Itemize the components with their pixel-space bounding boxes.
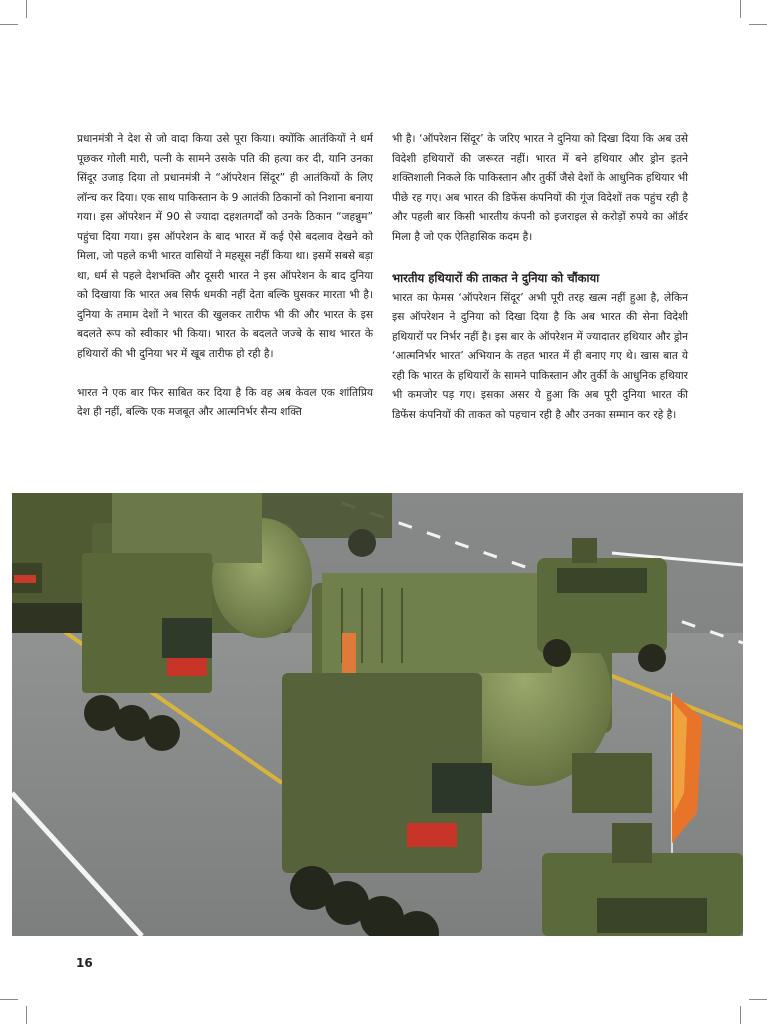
crop-mark-bottom-right-v — [740, 1006, 741, 1024]
paragraph-spacer — [77, 364, 373, 384]
article-paragraph: भारत ने एक बार फिर साबित कर दिया है कि वह अब केवल एक शांतिप्रिय देश ही नहीं, बल्कि एक मजबूत और आत्मनिर्भर सैन्य शक्ति — [77, 386, 373, 418]
armored-jeep-right — [537, 538, 667, 672]
crop-mark-top-right-v — [740, 0, 741, 18]
missile-parade-photo — [12, 493, 743, 936]
paragraph-spacer — [392, 247, 688, 267]
crop-mark-bottom-left-h — [0, 999, 18, 1000]
missile-parade-illustration — [12, 493, 743, 936]
crop-mark-bottom-right-h — [749, 999, 767, 1000]
article-paragraph: प्रधानमंत्री ने देश से जो वादा किया उसे पूरा किया। क्योंकि आतंकियों ने धर्म पूछकर गोली मारी, पत्नी के सामने उसके पति की हत्या कर दी, यानि उनका सिंदूर उजाड़ दिया तो प्रधानमंत्री ने “ऑपरेशन सिंदूर” ही आतंकियों के लिए लॉन्च कर दिया। एक साथ पाकिस्तान के 9 आतंकी ठिकानों को निशाना बनाया गया। इस ऑपरेशन में 90 से ज्यादा दहशतगर्दों को उनके ठिकान “जहन्नुम” पहुंचा दिया गया। इस ऑपरेशन के बाद भारत में कई ऐसे बदलाव देखने को मिला, जो पहले कभी भारत वासियों ने महसूस नहीं किया था। इसमें सबसे बड़ा था, धर्म से पहले देशभक्ति और दूसरी भारत ने इस ऑपरेशन के बाद दुनिया को दिखाया कि भारत अब सिर्फ धमकी नहीं देता बल्कि घुसकर मारता भी है। दुनिया के तमाम देशों ने भारत की खुलकर तारीफ भी की और भारत के इस बदलते रूप को स्वीकार भी किया। भारत के बदलते जज्बे के साथ भारत के हथियारों की भी दुनिया भर में खूब तारीफ हो रही है। — [77, 133, 373, 360]
crop-mark-top-right-h — [749, 24, 767, 25]
article-left-column — [77, 130, 373, 423]
article-paragraph: भी है। ‘ऑपरेशन सिंदूर’ के जरिए भारत ने दुनिया को दिखा दिया कि अब उसे विदेशी हथियारों की जरूरत नहीं। भारत में बने हथियार और ड्रोन इतने शक्तिशाली निकले कि पाकिस्तान और तुर्की जैसे देशों के आधुनिक हथियार भी पीछे रह गए। अब भारत की डिफेंस कंपनियों की गूंज विदेशों तक पहुंच रही है और पहली बार किसी भारतीय कंपनी को इजराइल से करोड़ों रुपये का ऑर्डर मिला है जो एक ऐतिहासिक कदम है। — [392, 133, 688, 243]
page-number: 16 — [76, 956, 93, 970]
crop-mark-bottom-left-v — [26, 1006, 27, 1024]
article-right-column — [392, 130, 688, 425]
article-paragraph: भारत का फेमस ‘ऑपरेशन सिंदूर’ अभी पूरी तरह खत्म नहीं हुआ है, लेकिन इस ऑपरेशन ने दुनिया को दिखा दिया है कि अब भारत की सेना विदेशी हथियारों पर निर्भर नहीं है। इस बार के ऑपरेशन में ज्यादातर हथियार और ड्रोन ‘आत्मनिर्भर भारत’ अभियान के तहत भारत में ही बनाए गए थे। खास बात ये रही कि भारत के हथियारों के सामने पाकिस्तान और तुर्की के आधुनिक हथियार भी कमजोर पड़ गए। इसका असर ये हुआ कि अब पूरी दुनिया भारत की डिफेंस कंपनियों की ताकत को पहचान रही है और उनका सम्मान कर रहे है। — [392, 291, 688, 421]
section-subheading: भारतीय हथियारों की ताकत ने दुनिया को चौंकाया — [392, 270, 600, 285]
crop-mark-top-left-v — [26, 0, 27, 18]
crop-mark-top-left-h — [0, 24, 18, 25]
